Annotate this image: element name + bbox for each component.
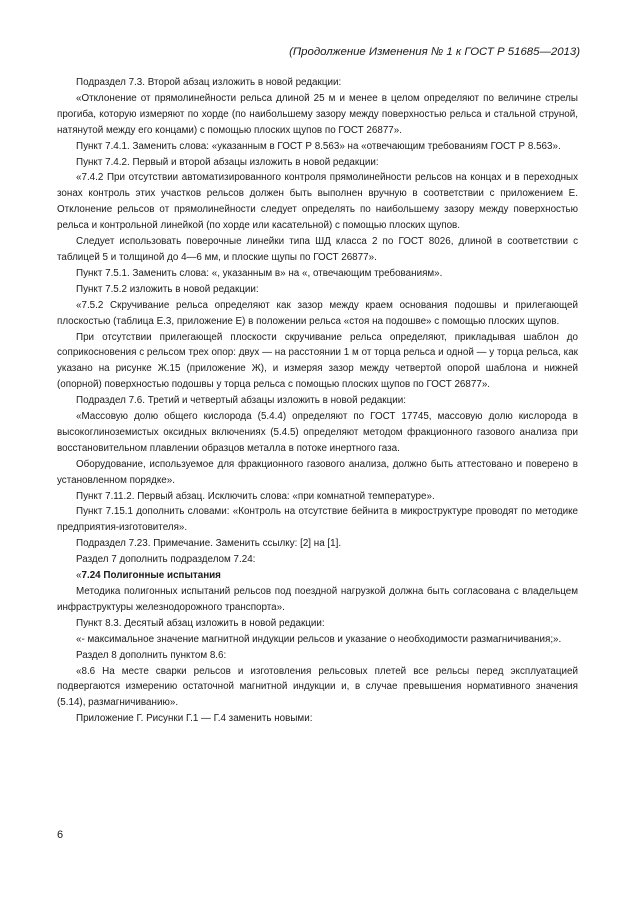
- paragraph: Методика полигонных испытаний рельсов под поездной нагрузкой должна быть согласована с владельцем инфраструктуры железнодорожного транспорта».: [57, 586, 578, 613]
- paragraph: Раздел 8 дополнить пунктом 8.6:: [76, 649, 227, 661]
- paragraph: Раздел 7 дополнить подразделом 7.24:: [76, 554, 256, 566]
- paragraph: Подраздел 7.3. Второй абзац изложить в новой редакции:: [76, 77, 342, 88]
- paragraph: «7.5.2 Скручивание рельса определяют как зазор между краем основания подошвы и прилегающей плоскостью (таблица Е.3, приложение Е) в положении рельса «стоя на подошве» с помощью плоских щупов.: [57, 299, 578, 327]
- paragraph: «8.6 На месте сварки рельсов и изготовления рельсовых плетей все рельсы перед эксплуатацией подвергаются измерению остаточной магнитной индукции и, в случае превышения нормативного значения (5.14), размагничиванию».: [57, 665, 578, 709]
- paragraph: Подраздел 7.23. Примечание. Заменить ссылку: [2] на [1].: [76, 538, 342, 550]
- paragraph: Следует использовать поверочные линейки типа ШД класса 2 по ГОСТ 8026, длиной в соответствии с таблицей 5 и толщиной до 4—6 мм, и плоские щупы по ГОСТ 26877».: [57, 236, 578, 263]
- subsection-heading-line: [57, 568, 578, 584]
- paragraph: «- максимальное значение магнитной индукции рельсов и указание о необходимости размагничивания;».: [76, 633, 562, 645]
- paragraph: Пункт 7.15.1 дополнить словами: «Контроль на отсутствие бейнита в микроструктуре проводят по методике предприятия-изготовителя».: [57, 506, 578, 534]
- paragraph: Подраздел 7.6. Третий и четвертый абзацы изложить в новой редакции:: [76, 395, 406, 407]
- paragraph: «Отклонение от прямолинейности рельса длиной 25 м и менее в целом определяют по величине стрелы прогиба, которую измеряют по хорде (по наибольшему зазору между поверхностью рельса и стальной струной, натянутой между его концами) с помощью плоских щупов по ГОСТ 26877».: [57, 92, 578, 136]
- amendment-body: [57, 75, 578, 727]
- quote-mark: «: [76, 570, 82, 582]
- paragraph: «Массовую долю общего кислорода (5.4.4) определяют по ГОСТ 17745, массовую долю кислорода в высокоглиноземистых оксидных включениях (5.4.5) определяют методом фракционного газового анализа при восстановительном плавлении образцов металла в потоке инертного газа.: [57, 411, 578, 454]
- paragraph: При отсутствии прилегающей плоскости скручивание рельса определяют, прикладывая шаблон до соприкосновения с рельсом трех опор: двух — на расстоянии 1 м от торца рельса и одной — у торца рельса, как указано на рисунке Ж.15 (приложение Ж), и измеряя зазор между четвертой опорой шаблона и нижней (опорной) поверхностью подошвы у торца рельса с помощью плоских щупов по ГОСТ 26877».: [57, 331, 578, 391]
- paragraph: Приложение Г. Рисунки Г.1 — Г.4 заменить новыми:: [76, 713, 313, 725]
- page-number: 6: [57, 829, 64, 841]
- paragraph: Пункт 7.5.2 изложить в новой редакции:: [76, 283, 259, 295]
- paragraph: Пункт 8.3. Десятый абзац изложить в новой редакции:: [76, 617, 325, 629]
- paragraph: Пункт 7.5.1. Заменить слова: «, указанным в» на «, отвечающим требованиям».: [76, 267, 443, 279]
- paragraph: Оборудование, используемое для фракционного газового анализа, должно быть аттестовано и поверено в установленном порядке».: [57, 458, 578, 486]
- paragraph: Пункт 7.4.1. Заменить слова: «указанным в ГОСТ Р 8.563» на «отвечающим требованиям ГОСТ Р 8.563».: [76, 140, 561, 152]
- paragraph: «7.4.2 При отсутствии автоматизированного контроля прямолинейности рельсов на концах и в переходных зонах контроль этих участков рельсов должен быть выполнен вручную в соответствии с приложением Е. Отклонение рельсов от прямолинейности следует определять по наибольшему зазору между поверхностью рельса и контрольной линейкой (по хорде или касательной) с помощью плоских щупов.: [57, 172, 578, 232]
- paragraph: Пункт 7.4.2. Первый и второй абзацы изложить в новой редакции:: [76, 156, 379, 168]
- running-header: (Продолжение Изменения № 1 к ГОСТ Р 51685—2013): [289, 46, 580, 58]
- paragraph: Пункт 7.11.2. Первый абзац. Исключить слова: «при комнатной температуре».: [76, 490, 435, 502]
- subsection-heading: 7.24 Полигонные испытания: [81, 570, 221, 582]
